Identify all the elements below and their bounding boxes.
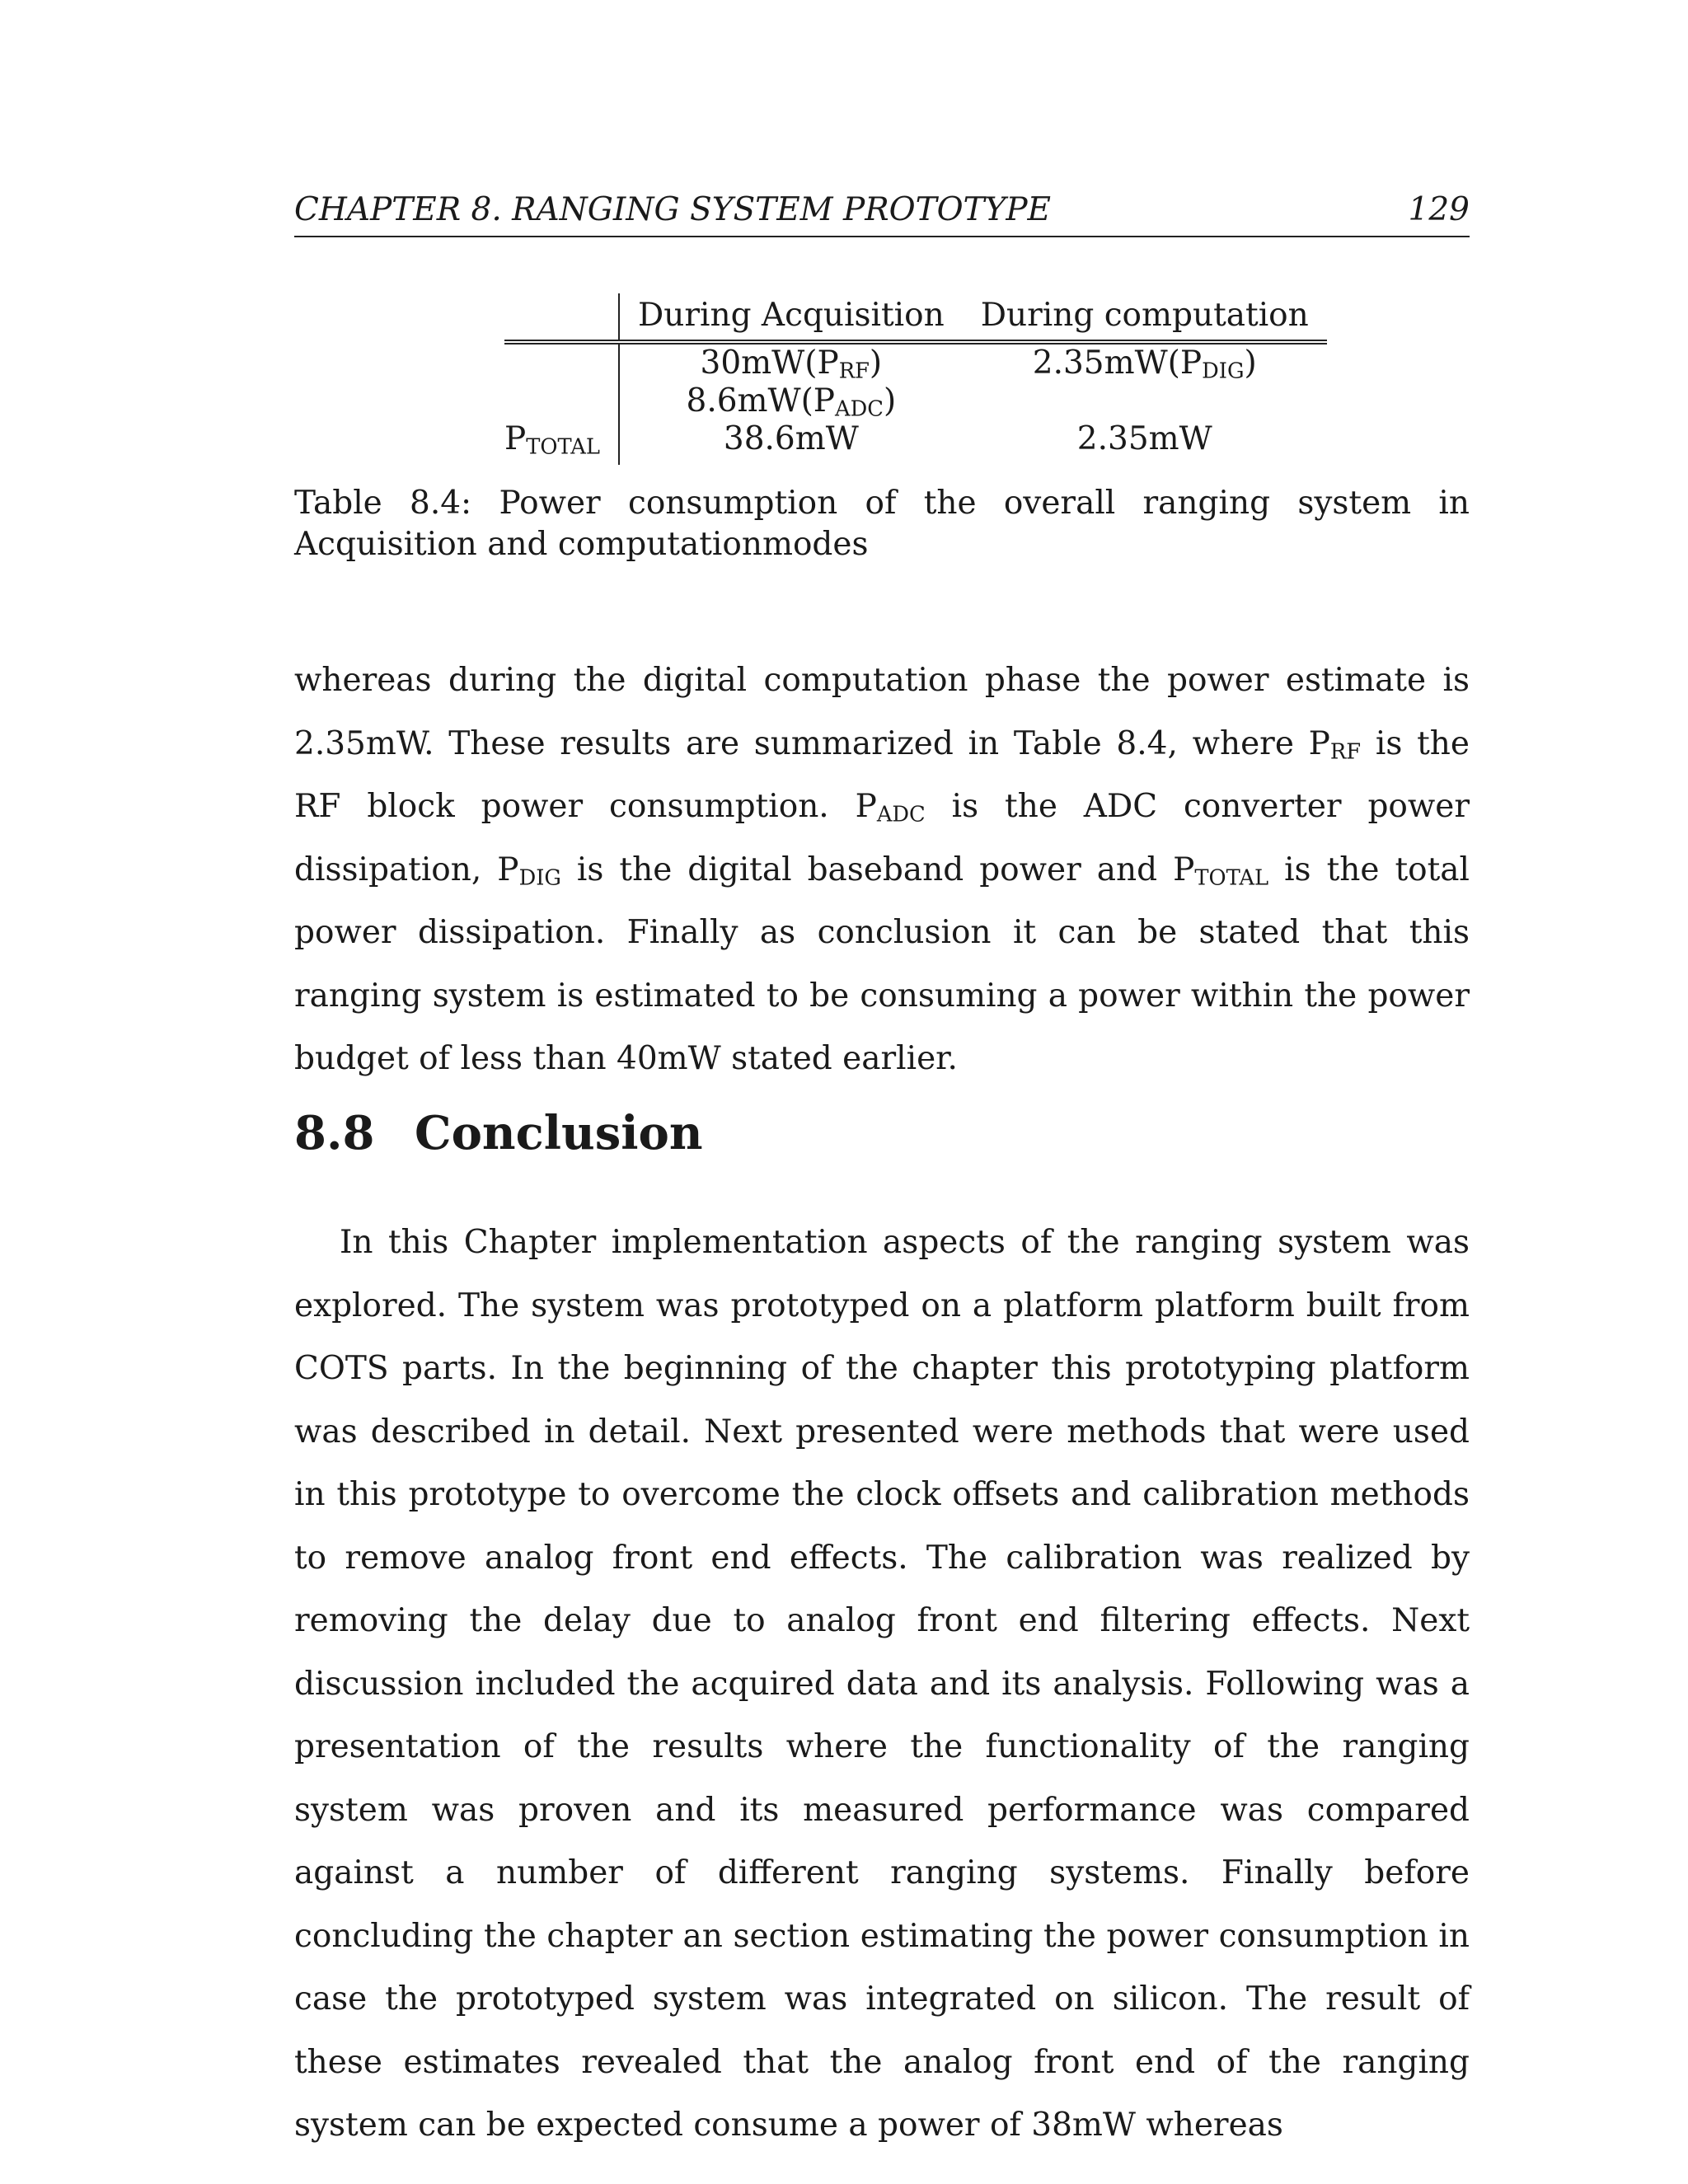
row-label	[504, 382, 619, 420]
section-title: Conclusion	[415, 1106, 703, 1160]
table-row	[504, 382, 1327, 420]
page-number: 129	[1408, 191, 1470, 228]
body-paragraph: whereas during the digital computation phase the power estimate is 2.35mW. These results are summarized in Table 8.4, where $P_{RF}$ is the RF block power consumption. $P_{ADC}$ is the ADC converter power dissipation, $P_{DIG}$ is the digital baseband power and $P_{TOTAL}$ is the total power dissipation. Finally as conclusion it can be stated that this ranging system is estimated to be consuming a power within the power budget of less than 40mW stated earlier.	[294, 662, 1470, 1077]
power-table	[504, 293, 1327, 465]
col-header-acquisition: During Acquisition	[619, 293, 963, 342]
table-cell: $8.6mW(P_{ADC})$	[686, 382, 897, 422]
table-corner-cell	[504, 293, 619, 342]
page-header	[294, 191, 1470, 237]
table-cell	[963, 382, 1327, 420]
table-row	[504, 342, 1327, 382]
table-cell: $2.35mW(P_{DIG})$	[1032, 344, 1257, 384]
section-number: 8.8	[294, 1106, 375, 1160]
row-label: $P_{TOTAL}$	[504, 420, 619, 465]
body-paragraph: In this Chapter implementation aspects of the ranging system was explored. The system was prototyped on a platform platform built from COTS parts. In the beginning of the chapter this prototyping platform was described in detail. Next presented were methods that were used in this prototype to overcome the clock offsets and calibration methods to remove analog front end effects. The calibration was realized by removing the delay due to analog front end filtering effects. Next discussion included the acquired data and its analysis. Following was a presentation of the results where the functionality of the ranging system was proven and its measured performance was compared against a number of different ranging systems. Finally before concluding the chapter an section estimating the power consumption in case the prototyped system was integrated on silicon. The result of these estimates revealed that the analog front end of the ranging system can be expected consume a power of 38mW whereas	[294, 1224, 1470, 2144]
table-row	[504, 420, 1327, 465]
table-caption: Table 8.4: Power consumption of the overall ranging system in Acquisition and computationmodes	[294, 485, 1470, 563]
row-label	[504, 342, 619, 382]
table-header-row	[504, 293, 1327, 342]
col-header-computation: During computation	[963, 293, 1327, 342]
table-cell: $30mW(P_{RF})$	[700, 344, 883, 384]
table-cell: 38.6mW	[723, 420, 859, 457]
table-cell: 2.35mW	[1076, 420, 1212, 457]
running-title: CHAPTER 8. RANGING SYSTEM PROTOTYPE	[294, 191, 1052, 228]
section-heading	[294, 1106, 703, 1160]
